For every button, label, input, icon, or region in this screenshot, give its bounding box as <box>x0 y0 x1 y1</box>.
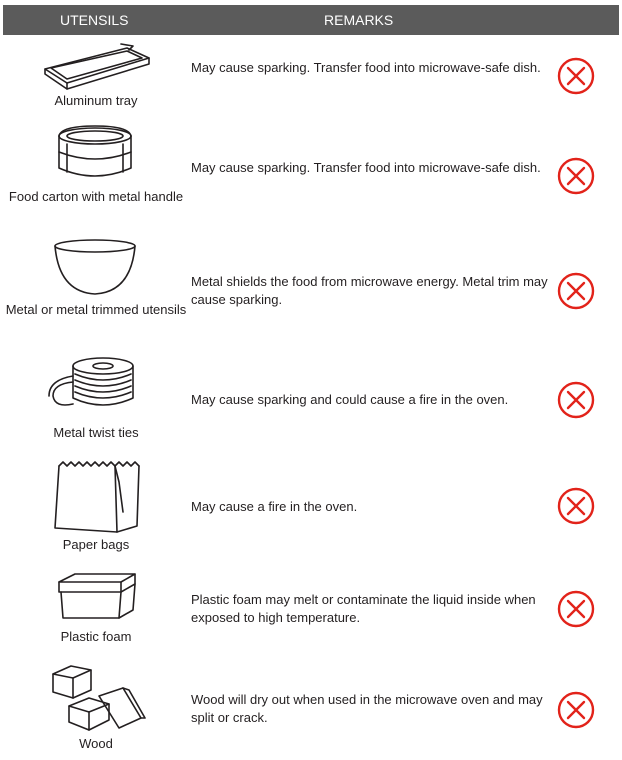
remark-text: May cause sparking. Transfer food into microwave-safe dish. <box>191 160 541 175</box>
table-row <box>3 36 619 122</box>
utensil-name: Metal twist ties <box>53 425 139 440</box>
utensil-name: Paper bags <box>62 537 130 552</box>
table-row <box>3 234 619 346</box>
utensil-name: Metal or metal trimmed utensils <box>5 302 187 317</box>
table-row <box>3 660 619 760</box>
table-row <box>3 564 619 660</box>
header-utensils: UTENSILS <box>60 12 129 28</box>
prohibited-icon <box>556 486 596 526</box>
remark-text: Wood will dry out when used in the microwave oven and may split or crack. <box>191 692 543 725</box>
remark-text: Plastic foam may melt or contaminate the liquid inside when exposed to high temperature. <box>191 592 536 625</box>
table-row <box>3 452 619 564</box>
header-remarks: REMARKS <box>324 12 394 28</box>
prohibited-icon <box>556 271 596 311</box>
remark-text: May cause sparking. Transfer food into microwave-safe dish. <box>191 60 541 75</box>
utensil-name: Aluminum tray <box>54 93 138 108</box>
prohibited-icon <box>556 56 596 96</box>
prohibited-icon <box>556 589 596 629</box>
utensil-name: Plastic foam <box>60 629 132 644</box>
prohibited-icon <box>556 380 596 420</box>
prohibited-icon <box>556 690 596 730</box>
utensil-name: Food carton with metal handle <box>8 189 184 204</box>
table-row <box>3 122 619 234</box>
remark-text: May cause sparking and could cause a fire in the oven. <box>191 392 509 407</box>
remark-text: May cause a fire in the oven. <box>191 499 358 514</box>
utensil-name: Wood <box>79 736 113 751</box>
table-row <box>3 346 619 452</box>
remark-text: Metal shields the food from microwave energy. Metal trim may cause sparking. <box>191 274 548 307</box>
prohibited-icon <box>556 156 596 196</box>
table-header <box>3 5 619 35</box>
